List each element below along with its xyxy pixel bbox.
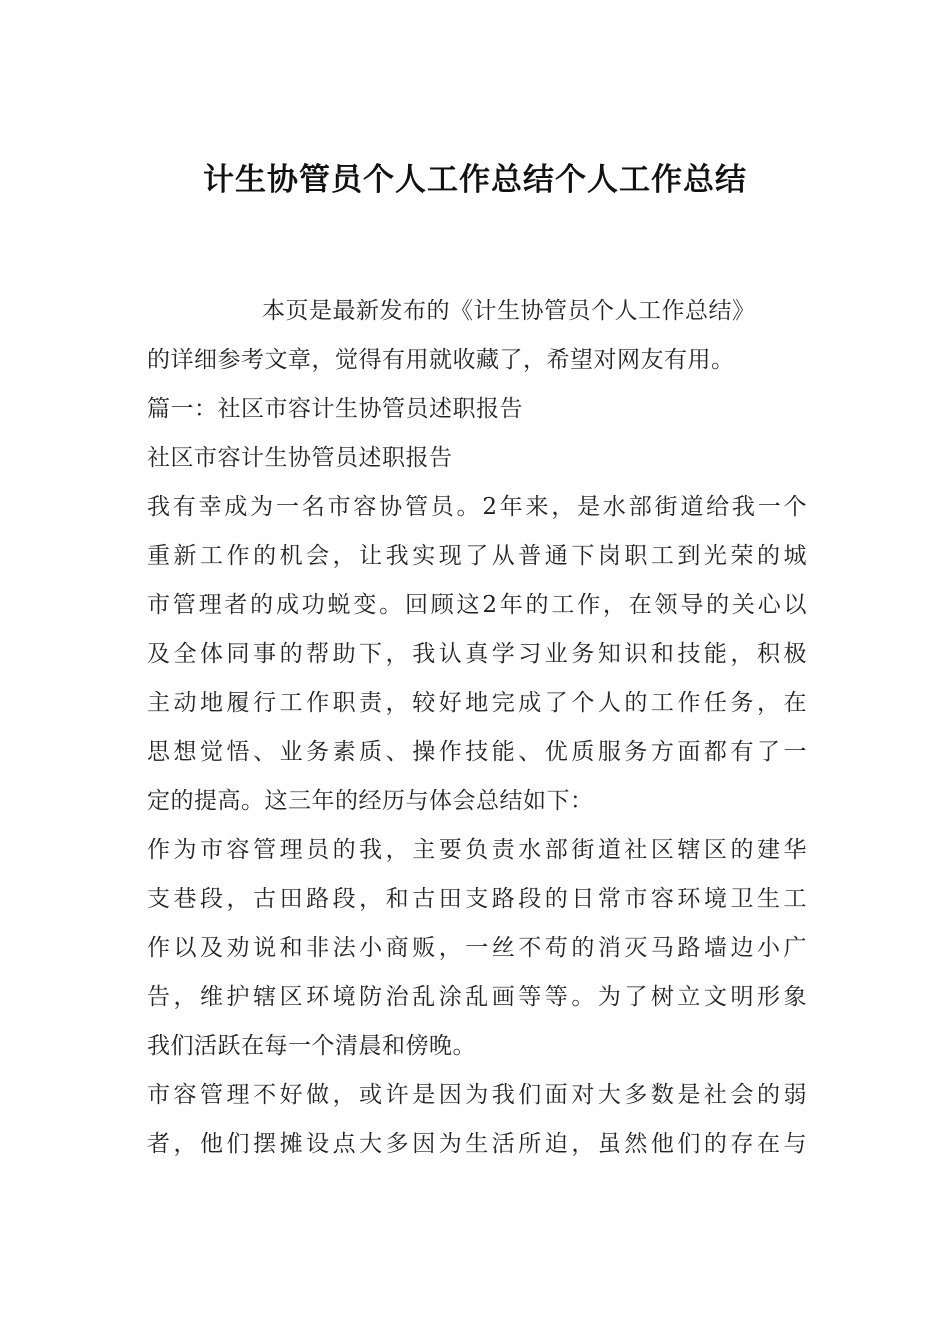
paragraph-line: 本页是最新发布的《计生协管员个人工作总结》 bbox=[262, 298, 756, 324]
paragraph-line: 告，维护辖区环境防治乱涂乱画等等。为了树立文明形象 bbox=[147, 984, 807, 1010]
paragraph-line: 及全体同事的帮助下，我认真学习业务知识和技能，积极 bbox=[147, 641, 807, 667]
document-title: 计生协管员个人工作总结个人工作总结 bbox=[203, 162, 747, 198]
paragraph-line: 我有幸成为一名市容协管员。2年来，是水部街道给我一个 bbox=[147, 494, 807, 520]
paragraph-line: 重新工作的机会，让我实现了从普通下岗职工到光荣的城 bbox=[147, 543, 807, 569]
paragraph-line: 市管理者的成功蜕变。回顾这2年的工作，在领导的关心以 bbox=[147, 592, 807, 618]
section-heading: 篇一：社区市容计生协管员述职报告 bbox=[147, 396, 523, 422]
paragraph-line: 作为市容管理员的我，主要负责水部街道社区辖区的建华 bbox=[147, 837, 807, 863]
paragraph-line: 作以及劝说和非法小商贩，一丝不苟的消灭马路墙边小广 bbox=[147, 935, 807, 961]
paragraph-line: 市容管理不好做，或许是因为我们面对大多数是社会的弱 bbox=[147, 1082, 807, 1108]
paragraph-line: 主动地履行工作职责，较好地完成了个人的工作任务，在 bbox=[147, 690, 807, 716]
paragraph-line: 我们活跃在每一个清晨和傍晚。 bbox=[147, 1033, 476, 1059]
paragraph-line: 定的提高。这三年的经历与体会总结如下： bbox=[147, 788, 594, 814]
section-subheading: 社区市容计生协管员述职报告 bbox=[147, 445, 453, 471]
paragraph-line: 思想觉悟、业务素质、操作技能、优质服务方面都有了一 bbox=[147, 739, 807, 765]
paragraph-line: 者，他们摆摊设点大多因为生活所迫，虽然他们的存在与 bbox=[147, 1131, 807, 1157]
paragraph-line: 的详细参考文章，觉得有用就收藏了，希望对网友有用。 bbox=[147, 347, 735, 373]
paragraph-line: 支巷段，古田路段，和古田支路段的日常市容环境卫生工 bbox=[147, 886, 807, 912]
document-body bbox=[147, 287, 807, 1169]
